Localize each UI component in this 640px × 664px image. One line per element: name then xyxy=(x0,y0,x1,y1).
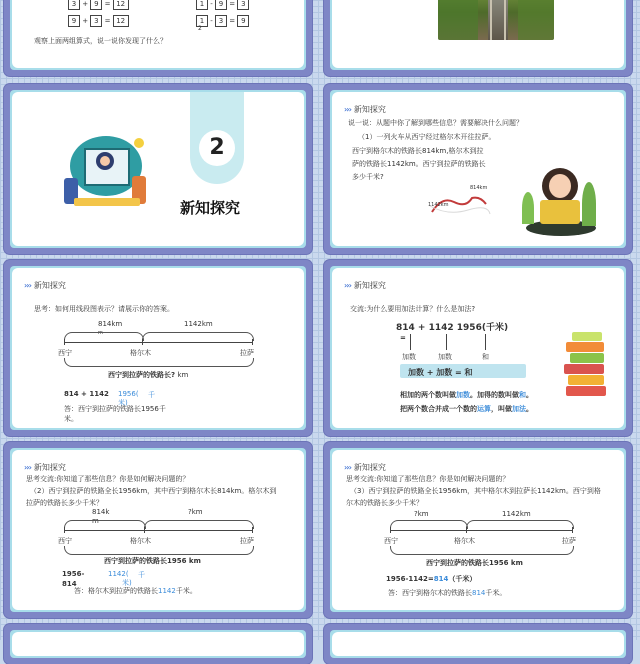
city-lhasa: 拉萨 xyxy=(240,349,254,357)
railway-photo xyxy=(438,0,554,40)
prompt-text: 交流:为什么要用加法计算？什么是加法? xyxy=(350,305,476,313)
city-golmud: 格尔木 xyxy=(130,537,151,545)
prompt-text: 思考交流:你知道了那些信息？你是如何解决问题的？ xyxy=(26,475,190,483)
city-golmud: 格尔木 xyxy=(454,537,475,545)
segment-line xyxy=(64,342,252,343)
books-stack-illustration xyxy=(564,330,608,400)
equation-e: 米) xyxy=(122,579,132,587)
reading-girl-illustration xyxy=(522,162,600,242)
slide-8[interactable] xyxy=(324,442,632,618)
segment-label-1b: m xyxy=(92,517,99,525)
segment-label-2: ?km xyxy=(188,508,203,516)
tick-end xyxy=(252,527,253,533)
chevrons-icon: ››› xyxy=(344,105,351,114)
slide-9-partial[interactable] xyxy=(4,624,312,664)
slide-header: ››› 新知探究 xyxy=(24,463,66,472)
equation-row-1: 3 + 9 = 12 xyxy=(68,0,129,10)
slide-5[interactable] xyxy=(4,260,312,436)
arrow-1 xyxy=(410,334,411,350)
definition-line-1: 相加的两个数叫做加数。加得的数叫做和。 xyxy=(400,391,533,399)
question-text: 观察上面两组算式，说一说你发现了什么？ xyxy=(34,37,167,45)
equation-subscript: 2 xyxy=(198,25,202,32)
segment-label-note: m xyxy=(98,330,103,336)
equation-d: 千 xyxy=(138,571,145,579)
segment-label-1: ?km xyxy=(414,510,429,518)
answer-line-1: 答：西宁到拉萨的铁路长1956千 xyxy=(64,405,166,413)
arrow-2 xyxy=(446,334,447,350)
label-addend-1: 加数 xyxy=(402,353,416,361)
slide-4[interactable] xyxy=(324,84,632,254)
chevrons-icon: ››› xyxy=(344,281,351,290)
answer-text: 答：西宁到格尔木的铁路长814千米。 xyxy=(388,589,507,597)
brace-top-1 xyxy=(64,332,144,341)
definition-line-2: 把两个数合并成一个数的运算，叫做加法。 xyxy=(400,405,533,413)
city-lhasa: 拉萨 xyxy=(240,537,254,545)
equation-d: 米) xyxy=(118,399,128,407)
tick-mid xyxy=(142,339,143,345)
problem-line-2: 拉萨的铁路长多少千米？ xyxy=(26,499,103,507)
equation-a: 814 + 1142 xyxy=(64,390,109,398)
segment-label-1: 814k xyxy=(92,508,110,516)
slide-header: ››› 新知探究 xyxy=(344,281,386,290)
problem-line-1: （1）一列火车从西宁经过格尔木开往拉萨。 xyxy=(358,133,496,141)
label-addend-2: 加数 xyxy=(438,353,452,361)
equation-b: 814 xyxy=(62,580,77,588)
slide-3[interactable] xyxy=(4,84,312,254)
equation-c: 1142( xyxy=(108,570,129,578)
equation-c: 千 xyxy=(148,391,155,399)
city-xining: 西宁 xyxy=(58,349,72,357)
slide-7[interactable] xyxy=(4,442,312,618)
city-xining: 西宁 xyxy=(384,537,398,545)
segment-label-1: 814km xyxy=(98,320,123,328)
number-circle: 2 xyxy=(199,130,235,166)
arrow-3 xyxy=(485,334,486,350)
equation-b: 1956( xyxy=(118,390,139,398)
total-label: 西宁到拉萨的铁路长? km xyxy=(108,371,189,379)
prompt-text: 思考：如何用线段图表示？请展示你的答案。 xyxy=(34,305,174,313)
slide-10-partial[interactable] xyxy=(324,624,632,664)
chevrons-icon: ››› xyxy=(344,463,351,472)
segment-line xyxy=(390,530,572,531)
brace-top-2 xyxy=(142,332,254,341)
tick-start xyxy=(64,339,65,345)
tick-mid xyxy=(144,527,145,533)
brace-bottom xyxy=(64,358,254,367)
problem-line-4: 多少千米? xyxy=(352,173,384,181)
equation-row-4: 1 - 3 = 9 xyxy=(196,15,249,27)
brace-top-1 xyxy=(64,520,146,529)
equation-a: 1956- xyxy=(62,570,85,578)
presenter-illustration xyxy=(64,128,148,208)
slide-header: ››› 新知探究 xyxy=(24,281,66,290)
segment-label-2: 1142km xyxy=(184,320,213,328)
segment-line xyxy=(64,530,252,531)
tick-start xyxy=(390,527,391,533)
label-sum: 和 xyxy=(482,353,489,361)
total-label: 西宁到拉萨的铁路长1956 km xyxy=(104,557,201,565)
tick-mid xyxy=(466,527,467,533)
slide-header: ››› 新知探究 xyxy=(344,105,386,114)
map-label-1142: 1142km xyxy=(428,202,449,208)
section-title: 新知探究 xyxy=(180,199,241,217)
city-lhasa: 拉萨 xyxy=(562,537,576,545)
equals-sign: = xyxy=(400,334,406,342)
addition-equation: 814 + 1142 1956(千米) xyxy=(396,323,509,333)
intro-text: 说一说：从题中你了解到哪些信息？需要解决什么问题？ xyxy=(348,119,523,127)
chevrons-icon: ››› xyxy=(24,463,31,472)
problem-line-1: （3）西宁到拉萨的铁路全长1956km，其中格尔木到拉萨长1142km。西宁到格 xyxy=(350,487,601,495)
total-label: 西宁到拉萨的铁路长1956 km xyxy=(426,559,523,567)
brace-bottom xyxy=(390,546,574,555)
problem-line-2: 西宁到格尔木的铁路长814km,格尔木到拉 xyxy=(352,147,484,155)
problem-line-1: （2）西宁到拉萨的铁路全长1956km，其中西宁到格尔木长814km。格尔木到 xyxy=(30,487,277,495)
slide-1[interactable] xyxy=(4,0,312,76)
brace-top-2 xyxy=(466,520,574,529)
segment-label-2: 1142km xyxy=(502,510,531,518)
brace-top-2 xyxy=(144,520,254,529)
chevrons-icon: ››› xyxy=(24,281,31,290)
slide-6[interactable] xyxy=(324,260,632,436)
problem-line-2: 尔木的铁路长多少千米？ xyxy=(346,499,423,507)
formula-text: 加数 + 加数 = 和 xyxy=(408,368,473,377)
map-label-814: 814km xyxy=(470,185,488,191)
prompt-text: 思考交流:你知道了那些信息？你是如何解决问题的？ xyxy=(346,475,510,483)
slide-2[interactable] xyxy=(324,0,632,76)
brace-top-1 xyxy=(390,520,468,529)
equation-row-3: 1 - 9 = 3 xyxy=(196,0,249,10)
tick-start xyxy=(64,527,65,533)
brace-bottom xyxy=(64,546,254,555)
equation-text: 1956-1142=814（千米） xyxy=(386,575,477,583)
equation-row-2: 9 + 3 = 12 xyxy=(68,15,129,27)
tick-end xyxy=(252,339,253,345)
city-xining: 西宁 xyxy=(58,537,72,545)
answer-text: 答：格尔木到拉萨的铁路长1142千米。 xyxy=(74,587,197,595)
tick-end xyxy=(572,527,573,533)
slide-header: ››› 新知探究 xyxy=(344,463,386,472)
answer-line-2: 米。 xyxy=(64,415,78,423)
city-golmud: 格尔木 xyxy=(130,349,151,357)
problem-line-3: 萨的铁路长1142km。西宁到拉萨的铁路长 xyxy=(352,160,486,168)
